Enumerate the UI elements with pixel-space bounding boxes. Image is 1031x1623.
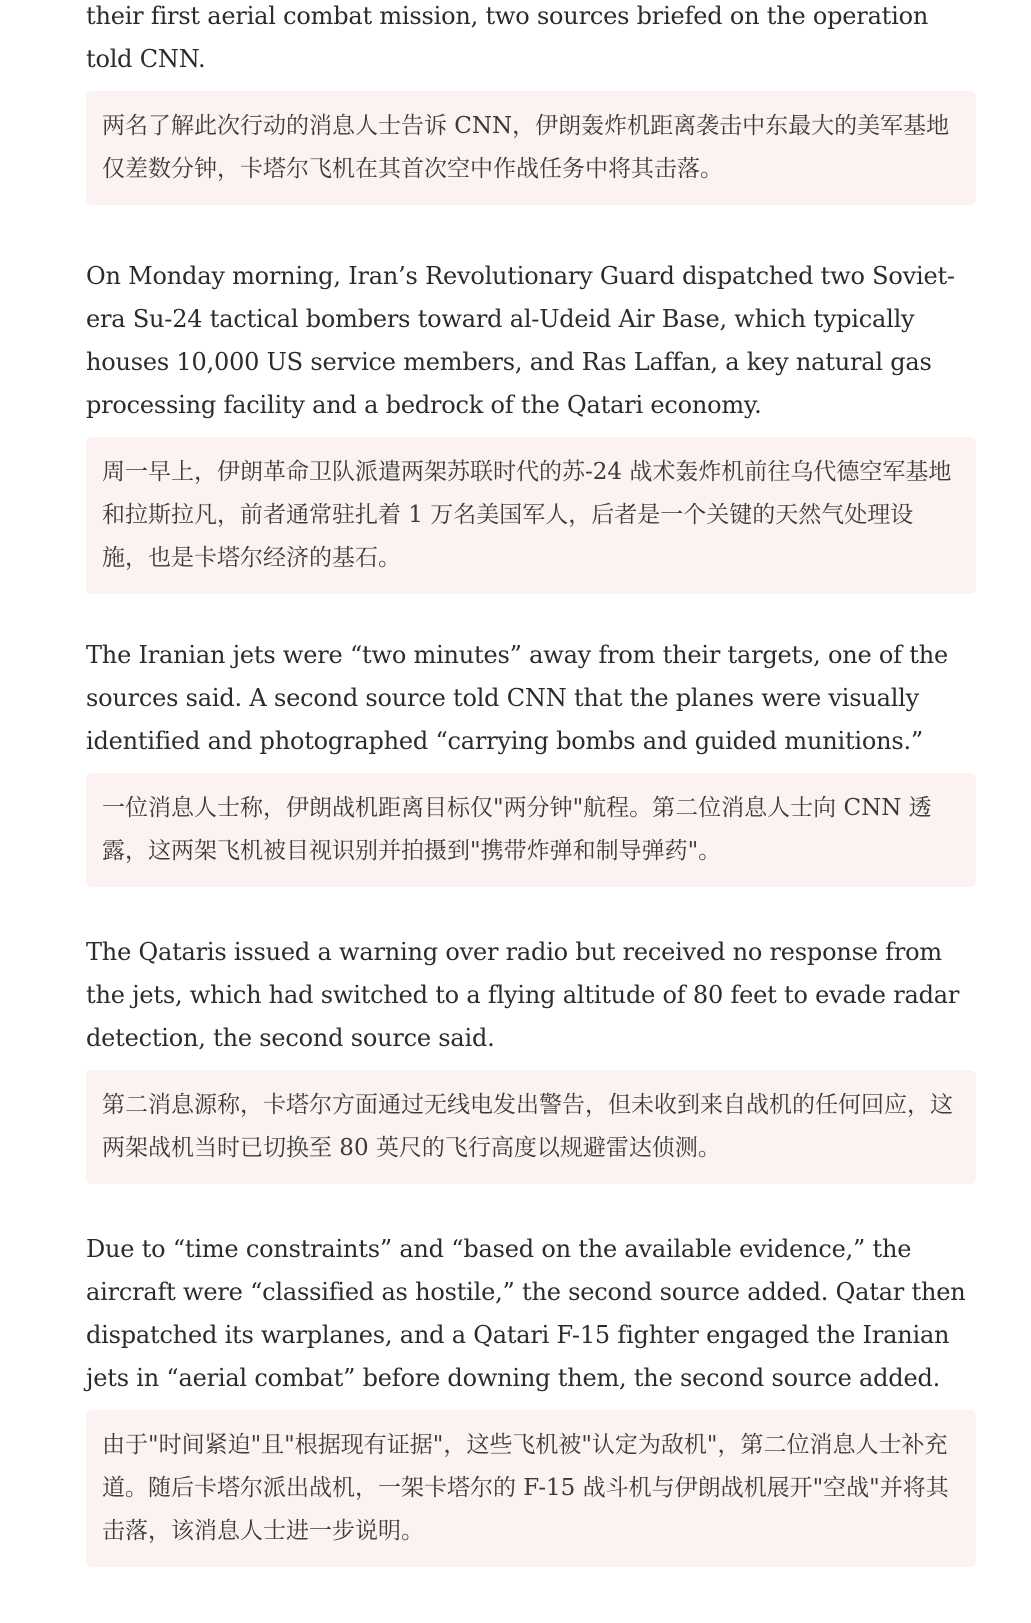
spacer: [86, 594, 976, 634]
english-paragraph: On Monday morning, Iran’s Revolutionary Guard dispatched two Soviet-era Su-24 tactical bombers toward al-Udeid Air Base, which typically houses 10,000 US service members, and Ras Laffan, a key natural gas processing facility and a bedrock of the Qatari economy.: [86, 262, 955, 419]
spacer: [86, 205, 976, 255]
spacer: [86, 887, 976, 931]
english-paragraph: The Iranian jets were “two minutes” away from their targets, one of the sources said. A second source told CNN that the planes were visually identified and photographed “carrying bombs and guided munitions.”: [86, 641, 948, 755]
article-body: [86, 0, 976, 1567]
chinese-translation-block: 由于"时间紧迫"且"根据现有证据"，这些飞机被"认定为敌机"，第二位消息人士补充道。随后卡塔尔派出战机，一架卡塔尔的 F-15 战斗机与伊朗战机展开"空战"并将其击落，该消息人士进一步说明。: [86, 1410, 976, 1567]
spacer: [86, 1400, 976, 1410]
spacer: [86, 1184, 976, 1228]
spacer: [86, 427, 976, 437]
chinese-translation-block: 一位消息人士称，伊朗战机距离目标仅"两分钟"航程。第二位消息人士向 CNN 透露，这两架飞机被目视识别并拍摄到"携带炸弹和制导弹药"。: [86, 773, 976, 887]
chinese-translation-block: 周一早上，伊朗革命卫队派遣两架苏联时代的苏-24 战术轰炸机前往乌代德空军基地和拉斯拉凡，前者通常驻扎着 1 万名美国军人，后者是一个关键的天然气处理设施，也是卡塔尔经济的基石。: [86, 437, 976, 594]
chinese-translation-block: 第二消息源称，卡塔尔方面通过无线电发出警告，但未收到来自战机的任何回应，这两架战机当时已切换至 80 英尺的飞行高度以规避雷达侦测。: [86, 1070, 976, 1184]
spacer: [86, 1060, 976, 1070]
chinese-translation-block: 两名了解此次行动的消息人士告诉 CNN，伊朗轰炸机距离袭击中东最大的美军基地仅差数分钟，卡塔尔飞机在其首次空中作战任务中将其击落。: [86, 91, 976, 205]
english-paragraph: The Qataris issued a warning over radio but received no response from the jets, which had switched to a flying altitude of 80 feet to evade radar detection, the second source said.: [86, 938, 960, 1052]
english-paragraph: their first aerial combat mission, two sources briefed on the operation told CNN.: [86, 2, 929, 73]
spacer: [86, 81, 976, 91]
spacer: [86, 763, 976, 773]
english-paragraph: Due to “time constraints” and “based on the available evidence,” the aircraft were “classified as hostile,” the second source added. Qatar then dispatched its warplanes, and a Qatari F-15 fighter engaged the Iranian jets in “aerial combat” before downing them, the second source added.: [86, 1235, 966, 1392]
